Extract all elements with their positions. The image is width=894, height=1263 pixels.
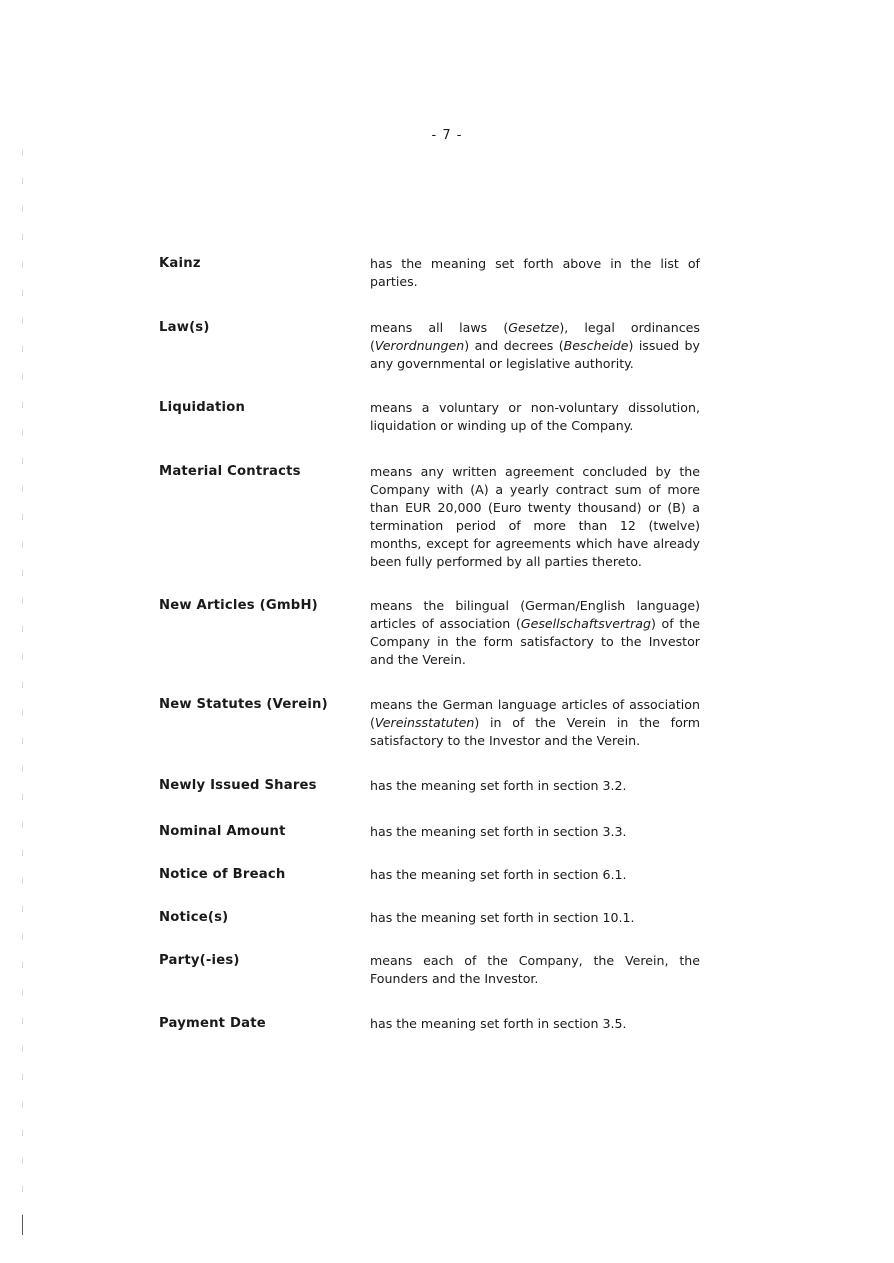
definition-term: Liquidation	[159, 400, 246, 415]
definition-term: Party(-ies)	[159, 953, 240, 968]
definition-meaning: means the German language articles of association (Vereinsstatuten) in of the Verein in the form satisfactory to the Investor and the Verein.	[370, 697, 700, 748]
definition-row	[159, 909, 719, 927]
definition-row	[159, 1015, 719, 1033]
definition-meaning: means all laws (Gesetze), legal ordinances (Verordnungen) and decrees (Bescheide) issued by any governmental or legislative authority.	[370, 320, 701, 371]
definition-meaning: has the meaning set forth in section 3.5.	[370, 1016, 627, 1031]
definition-term: Material Contracts	[159, 464, 301, 479]
definition-term: Newly Issued Shares	[159, 778, 317, 793]
definition-term: Payment Date	[159, 1016, 266, 1031]
definition-term: Kainz	[159, 256, 201, 271]
page-number: - 7 -	[431, 128, 463, 143]
definition-meaning: has the meaning set forth in section 10.1.	[370, 910, 635, 925]
definition-term: Law(s)	[159, 320, 210, 335]
definition-meaning: means the bilingual (German/English language) articles of association (Gesellschaftsvertrag) of the Company in the form satisfactory to the Investor and the Verein.	[370, 598, 701, 667]
definition-term: Nominal Amount	[159, 824, 286, 839]
definition-meaning: has the meaning set forth above in the list of parties.	[370, 256, 700, 289]
definition-meaning: has the meaning set forth in section 3.2.	[370, 778, 627, 793]
definition-term: New Articles (GmbH)	[159, 598, 318, 613]
definition-row	[159, 255, 719, 291]
definition-row	[159, 597, 719, 669]
definition-row	[159, 696, 719, 750]
definition-row	[159, 319, 719, 373]
definition-row	[159, 463, 719, 571]
definition-meaning: means a voluntary or non-voluntary dissolution, liquidation or winding up of the Company.	[370, 400, 700, 433]
definition-meaning: means any written agreement concluded by the Company with (A) a yearly contract sum of more than EUR 20,000 (Euro twenty thousand) or (B) a termination period of more than 12 (twelve) months, except for agreements which have already been fully performed by all parties thereto.	[370, 464, 700, 569]
definition-row	[159, 777, 719, 795]
scan-edge-mark-dark	[22, 1215, 23, 1235]
definition-meaning: has the meaning set forth in section 3.3.	[370, 824, 627, 839]
definition-term: Notice(s)	[159, 910, 229, 925]
definition-row	[159, 823, 719, 841]
definition-row	[159, 399, 719, 435]
definitions-list	[159, 255, 719, 1033]
definition-meaning: has the meaning set forth in section 6.1.	[370, 867, 627, 882]
scan-edge-mark	[22, 150, 23, 1240]
definition-term: New Statutes (Verein)	[159, 697, 328, 712]
definition-row	[159, 952, 719, 988]
definition-meaning: means each of the Company, the Verein, the Founders and the Investor.	[370, 953, 700, 986]
definition-term: Notice of Breach	[159, 867, 286, 882]
definition-row	[159, 866, 719, 884]
